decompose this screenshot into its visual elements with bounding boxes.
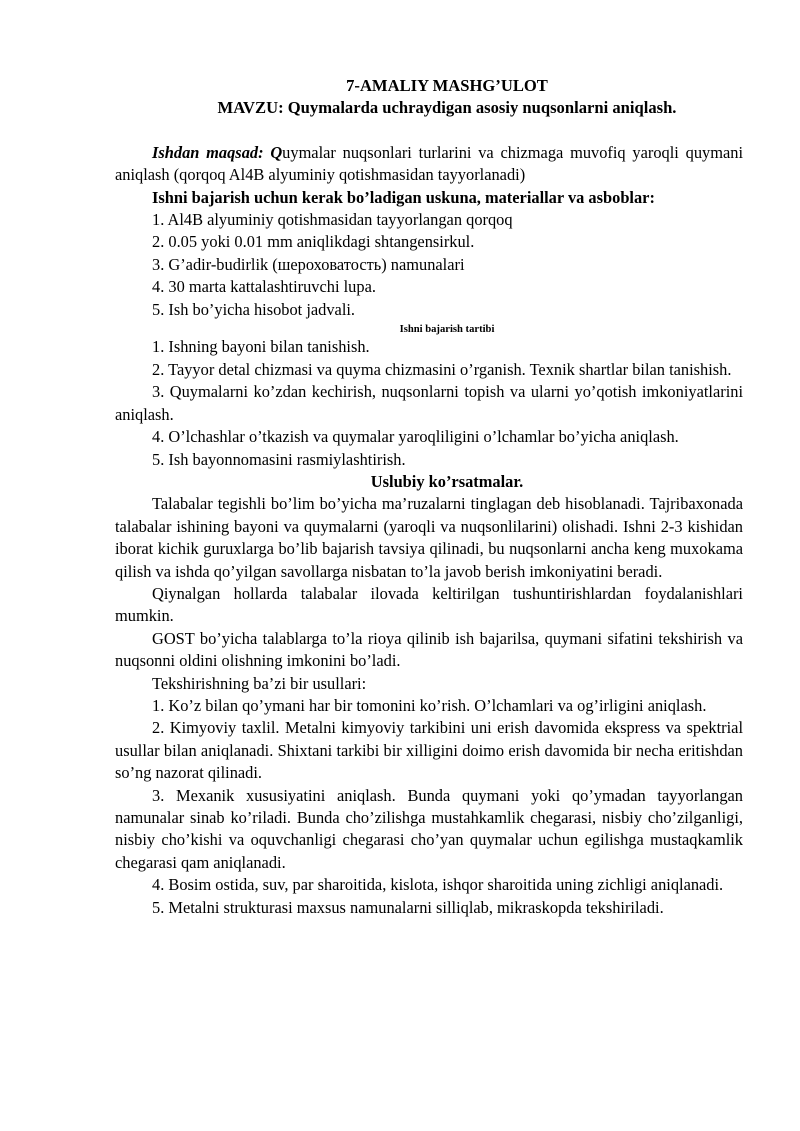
document-title: 7-AMALIY MASHG’ULOT (346, 76, 548, 95)
guidance-paragraph: Talabalar tegishli bo’lim bo’yicha ma’ruzalarni tinglagan deb hisoblanadi. Tajribaxonada talabalar ishining bayoni va quymalarni (yaroqli va nuqsonlilarini) olishadi. Ishni 2-3 kishidan iborat kichik guruxlarga bo’lib bajarish tavsiya qilinadi, bu nuqsonlarni ancha keng muxokama qilish va ishda qo’yilgan savollarga nisbatan to’la javob berish imkoniyatini beradi. (115, 494, 743, 581)
procedure-item: 2. Tayyor detal chizmasi va quyma chizmasini o’rganish. Texnik shartlar bilan tanishish. (152, 359, 732, 379)
goal-label: Ishdan maqsad: Q (152, 142, 283, 162)
procedure-item: 1. Ishning bayoni bilan tanishish. (152, 337, 370, 357)
guidance-paragraph: Tekshirishning ba’zi bir usullari: (152, 673, 367, 693)
equipment-item: 1. Al4B alyuminiy qotishmasidan tayyorlangan qorqoq (152, 210, 513, 230)
spacer (115, 120, 743, 142)
method-item: 5. Metalni strukturasi maxsus namunalarni silliqlab, mikraskopda tekshiriladi. (152, 897, 664, 917)
method-item: 1. Ko’z bilan qo’ymani har bir tomonini ko’rish. O’lchamlari va og’irligini aniqlash. (152, 695, 707, 715)
guidance-paragraph: Qiynalgan hollarda talabalar ilovada keltirilgan tushuntirishlardan foydalanishlari mumkin. (115, 583, 743, 626)
procedure-item: 5. Ish bayonnomasini rasmiylashtirish. (152, 449, 406, 469)
equipment-item: 5. Ish bo’yicha hisobot jadvali. (152, 299, 356, 319)
equipment-item: 3. G’adir-budirlik (шероховатость) namunalari (152, 254, 465, 274)
guidance-paragraph: GOST bo’yicha talablarga to’la rioya qilinib ish bajarilsa, quymani sifatini tekshirish va nuqsonni oldini olishning imkonini bo’ladi. (115, 628, 743, 671)
goal-paragraph (115, 142, 743, 187)
goal-text: uymalar nuqsonlari turlarini va chizmaga muvofiq yaroqli quymani aniqlash (qorqoq Al4B alyuminiy qotishmasidan tayyorlanadi) (115, 142, 743, 185)
procedure-item: 4. O’lchashlar o’tkazish va quymalar yaroqliligini o’lchamlar bo’yicha aniqlash. (152, 427, 679, 447)
method-item: 3. Mexanik xususiyatini aniqlash. Bunda quymani yoki qo’ymadan tayyorlangan namunalar sinab ko’riladi. Bunda cho’zilishga mustahkamlik chegarasi, nisbiy cho’zilganligi, nisbiy cho’kishi va oquvchanligi chegarasi cho’yan quymalar uchun egilishga mustaqkamlik chegarasi qam aniqlanadi. (115, 785, 743, 872)
equipment-item: 4. 30 marta kattalashtiruvchi lupa. (152, 277, 376, 297)
equipment-heading: Ishni bajarish uchun kerak bo’ladigan uskuna, materiallar va asboblar: (152, 187, 655, 207)
document-topic: MAVZU: Quymalarda uchraydigan asosiy nuqsonlarni aniqlash. (217, 98, 677, 118)
method-item: 2. Kimyoviy taxlil. Metalni kimyoviy tarkibini uni erish davomida ekspress va spektrial usullar bilan aniqlanadi. Shixtani tarkibi bir xilligini doimo erish davomida bir necha eritishdan so’ng nazorat qilinadi. (115, 718, 743, 783)
procedure-item: 3. Quymalarni ko’zdan kechirish, nuqsonlarni topish va ularni yo’qotish imkoniyatlarini aniqlash. (115, 382, 743, 424)
equipment-item: 2. 0.05 yoki 0.01 mm aniqlikdagi shtangensirkul. (152, 232, 475, 252)
guidance-heading: Uslubiy ko’rsatmalar. (370, 471, 524, 491)
procedure-heading: Ishni bajarish tartibi (399, 324, 495, 336)
method-item: 4. Bosim ostida, suv, par sharoitida, kislota, ishqor sharoitida uning zichligi aniqlanadi. (152, 875, 724, 895)
